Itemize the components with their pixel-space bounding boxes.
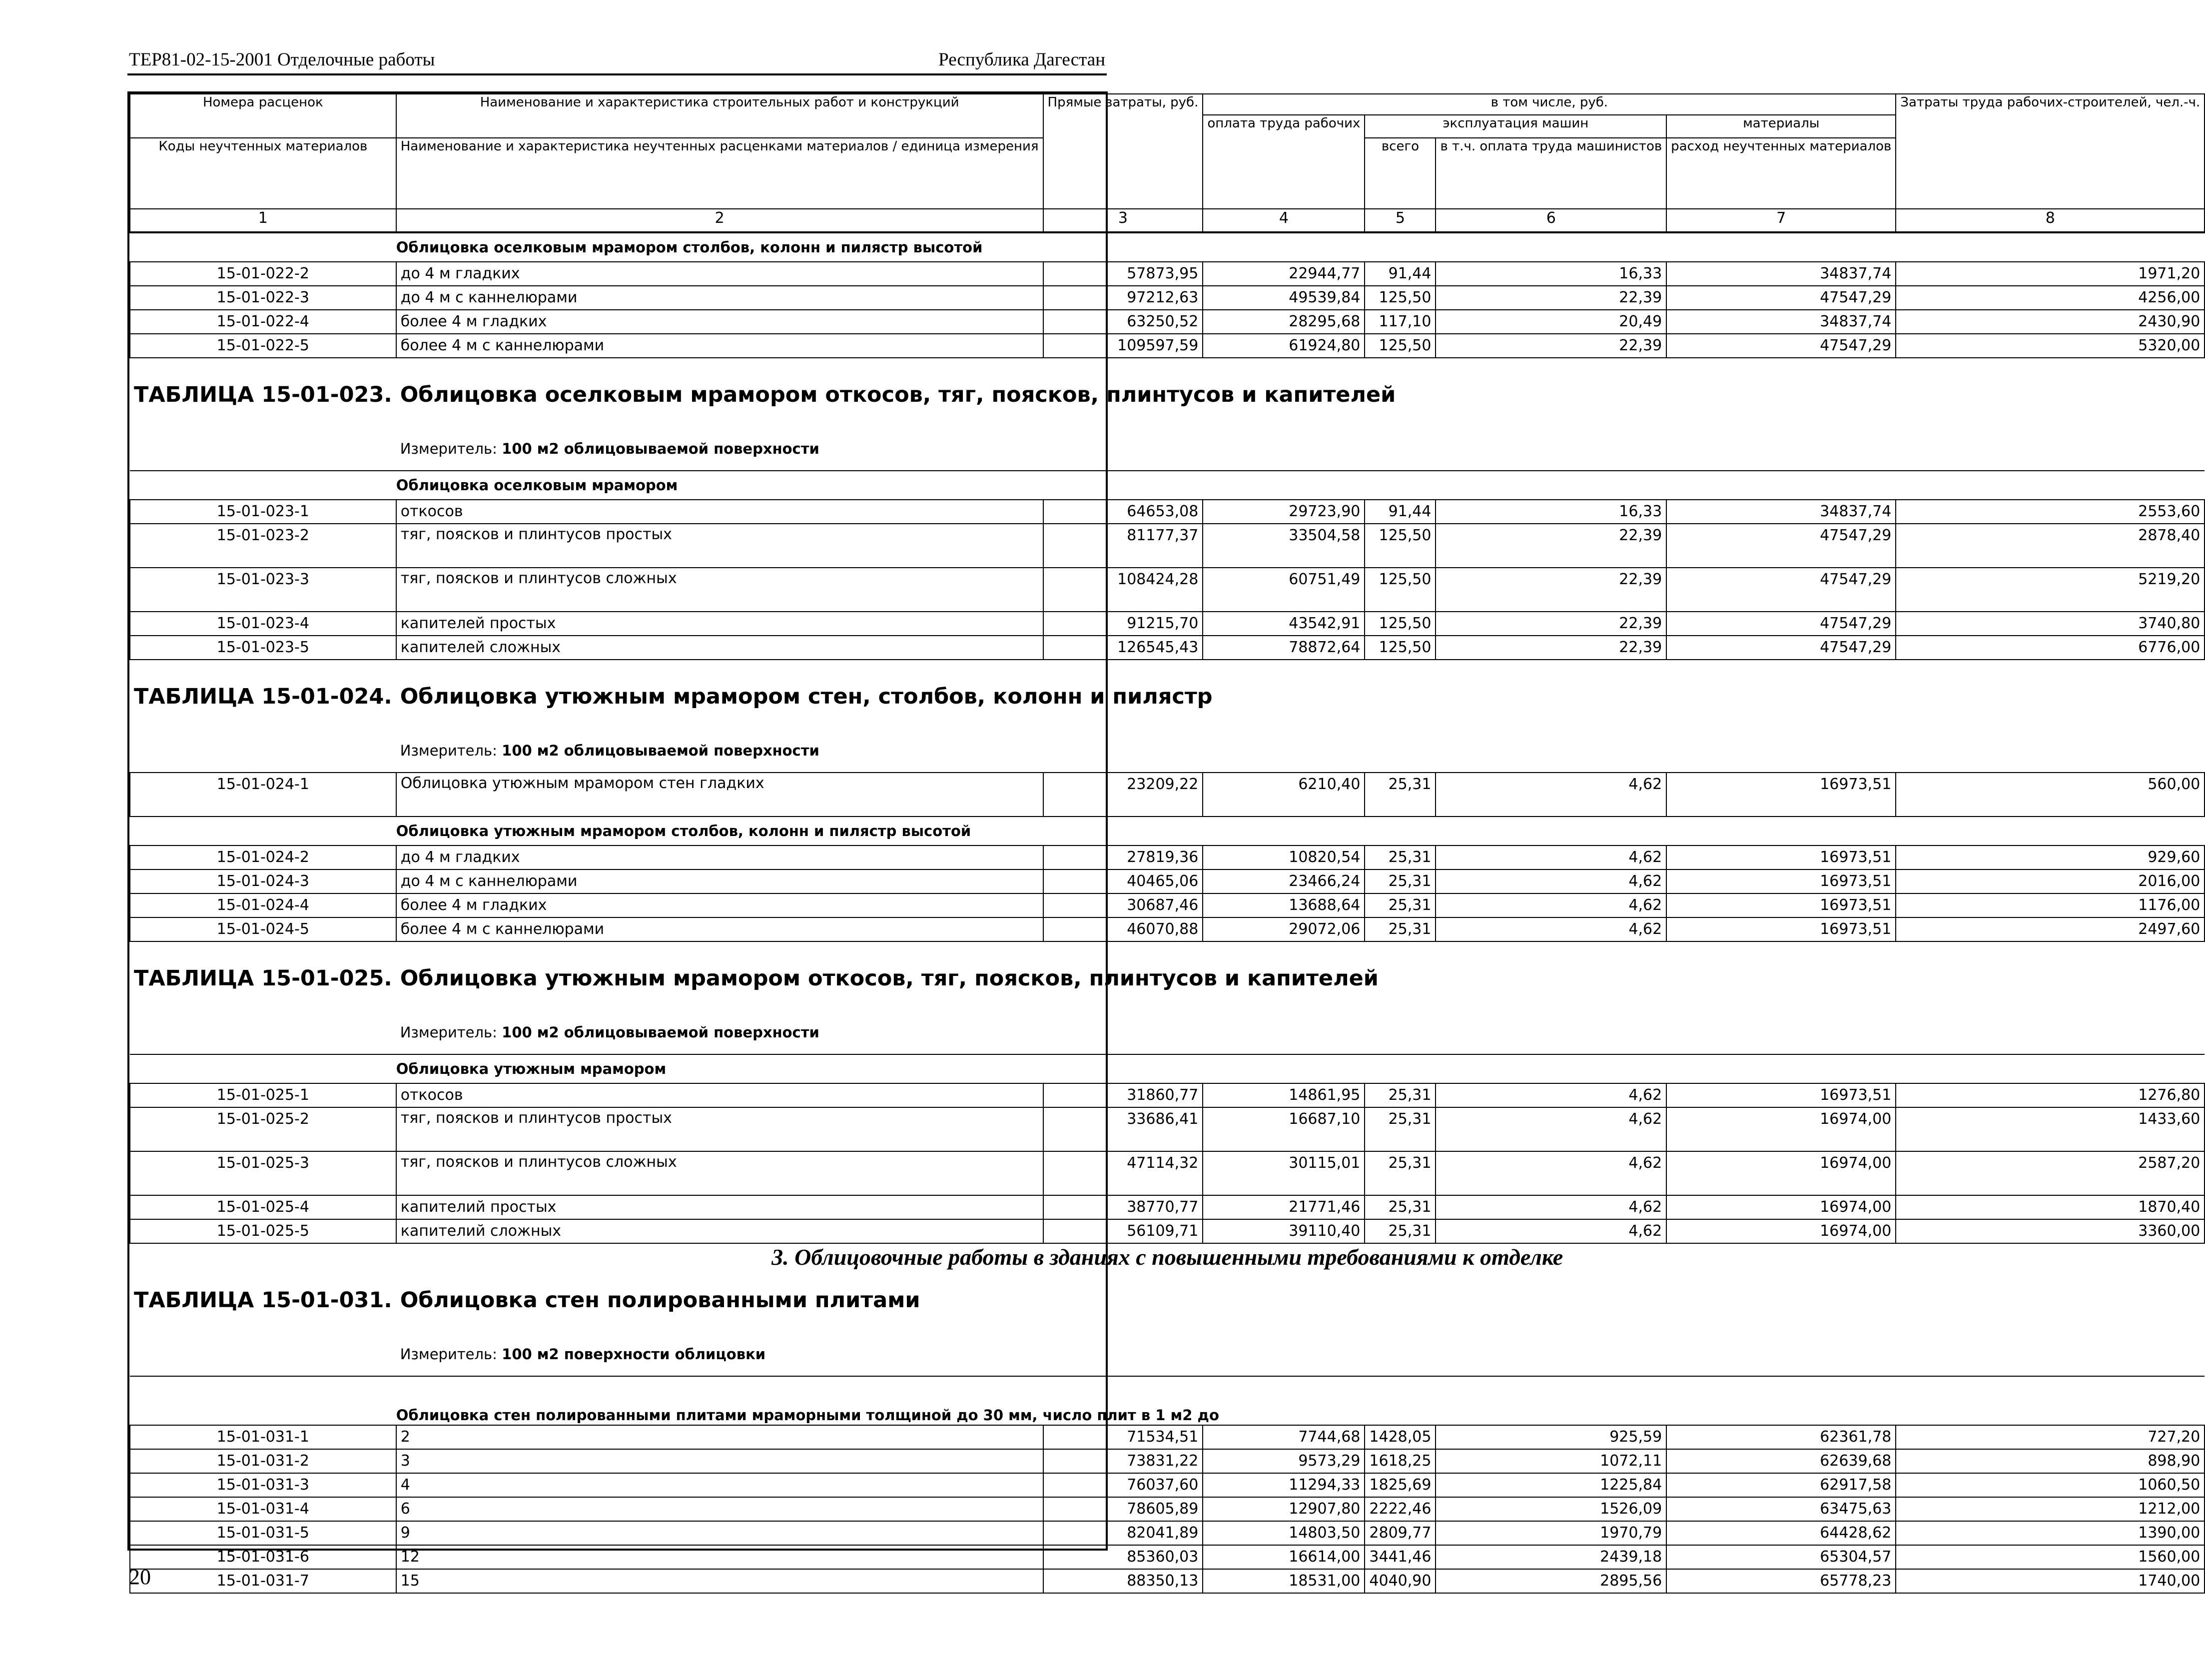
rate-code: 15-01-031-1: [130, 1425, 396, 1449]
rate-code: 15-01-031-6: [130, 1545, 396, 1569]
rate-value: 2809,77: [1365, 1521, 1436, 1545]
rate-value: 929,60: [1896, 845, 2205, 869]
rate-value: 16974,00: [1666, 1195, 1896, 1219]
rate-value: 1971,20: [1896, 262, 2205, 286]
rate-value: 4,62: [1436, 893, 1666, 917]
rate-value: 23466,24: [1203, 869, 1365, 893]
work-description: капителий простых: [396, 1195, 1043, 1219]
table-name: Облицовка оселковым мрамором откосов, тяг, поясков, плинтусов и капителей: [400, 382, 1396, 407]
spacer-row: [130, 358, 2205, 381]
rate-code: 15-01-031-7: [130, 1569, 396, 1593]
rate-value: 16973,51: [1666, 1083, 1896, 1107]
rate-value: 4,62: [1436, 917, 1666, 941]
rate-value: 25,31: [1365, 1219, 1436, 1243]
rate-value: 7744,68: [1203, 1425, 1365, 1449]
rate-value: 2553,60: [1896, 500, 2205, 524]
table-row: [130, 286, 2205, 310]
rate-value: 78872,64: [1203, 636, 1365, 660]
rate-value: 4,62: [1436, 869, 1666, 893]
work-description: до 4 м с каннелюрами: [396, 869, 1043, 893]
rate-value: 23209,22: [1043, 773, 1203, 817]
table-row: [130, 334, 2205, 358]
rate-value: 78605,89: [1043, 1497, 1203, 1521]
rate-value: 47547,29: [1666, 334, 1896, 358]
work-description: 2: [396, 1425, 1043, 1449]
rate-value: 1433,60: [1896, 1107, 2205, 1151]
rate-value: 2497,60: [1896, 917, 2205, 941]
measure-value: 100 м2 облицовываемой поверхности: [502, 742, 819, 759]
table-row: [130, 636, 2205, 660]
measure-unit: [396, 1024, 2205, 1054]
rate-value: 97212,63: [1043, 286, 1203, 310]
spacer-row: [130, 941, 2205, 965]
rate-value: 25,31: [1365, 1195, 1436, 1219]
rate-value: 727,20: [1896, 1425, 2205, 1449]
rate-value: 47547,29: [1666, 636, 1896, 660]
rate-value: 40465,06: [1043, 869, 1203, 893]
rate-value: 65304,57: [1666, 1545, 1896, 1569]
document-title: ТЕР81-02-15-2001 Отделочные работы: [129, 49, 435, 70]
rate-value: 10820,54: [1203, 845, 1365, 869]
rate-value: 22,39: [1436, 636, 1666, 660]
table-title: [130, 965, 2205, 1024]
measure-unit: [396, 1346, 2205, 1376]
table-row: [130, 1473, 2205, 1497]
rate-value: 3441,46: [1365, 1545, 1436, 1569]
rate-value: 21771,46: [1203, 1195, 1365, 1219]
rate-value: 63250,52: [1043, 310, 1203, 334]
col-header-vtch: в т.ч. оплата труда машинистов: [1436, 138, 1666, 209]
work-description: тяг, поясков и плинтусов сложных: [396, 1151, 1043, 1195]
rate-value: 22,39: [1436, 286, 1666, 310]
rate-value: 20,49: [1436, 310, 1666, 334]
rate-value: 898,90: [1896, 1449, 2205, 1473]
rate-value: 1176,00: [1896, 893, 2205, 917]
rate-value: 16974,00: [1666, 1151, 1896, 1195]
work-description: откосов: [396, 1083, 1043, 1107]
measure-label: Измеритель:: [400, 1024, 497, 1041]
rate-value: 25,31: [1365, 1083, 1436, 1107]
rate-code: 15-01-031-4: [130, 1497, 396, 1521]
rate-code: 15-01-031-3: [130, 1473, 396, 1497]
table-title: [130, 381, 2205, 440]
table-name: Облицовка утюжным мрамором откосов, тяг, поясков, плинтусов и капителей: [400, 966, 1379, 991]
rate-code: 15-01-024-2: [130, 845, 396, 869]
table-code: ТАБЛИЦА 15-01-023.: [134, 382, 392, 407]
table-title: [130, 683, 2205, 742]
rate-code: 15-01-031-2: [130, 1449, 396, 1473]
rate-value: 43542,91: [1203, 612, 1365, 636]
rate-value: 14861,95: [1203, 1083, 1365, 1107]
rate-value: 91215,70: [1043, 612, 1203, 636]
rate-code: 15-01-025-1: [130, 1083, 396, 1107]
column-numbers-row: 1 2 3 4 5 6 7 8: [130, 209, 2205, 232]
rate-value: 1560,00: [1896, 1545, 2205, 1569]
measure-unit: [396, 742, 2205, 773]
rate-value: 1870,40: [1896, 1195, 2205, 1219]
col-header-nomera: Номера расценок: [130, 94, 396, 138]
rate-value: 925,59: [1436, 1425, 1666, 1449]
rate-code: 15-01-023-1: [130, 500, 396, 524]
col-header-naim-works: Наименование и характеристика строительных работ и конструкций: [396, 94, 1043, 138]
table-row: [130, 1449, 2205, 1473]
rate-value: 22,39: [1436, 524, 1666, 568]
col-header-pryamye: Прямые затраты, руб.: [1043, 94, 1203, 209]
rate-value: 60751,49: [1203, 568, 1365, 612]
rate-value: 117,10: [1365, 310, 1436, 334]
rate-value: 1970,79: [1436, 1521, 1666, 1545]
table-row: [130, 845, 2205, 869]
rate-value: 16973,51: [1666, 869, 1896, 893]
rate-code: 15-01-023-4: [130, 612, 396, 636]
rate-code: 15-01-022-2: [130, 262, 396, 286]
rate-value: 71534,51: [1043, 1425, 1203, 1449]
work-description: до 4 м с каннелюрами: [396, 286, 1043, 310]
rate-value: 25,31: [1365, 893, 1436, 917]
table-row: [130, 262, 2205, 286]
rate-value: 34837,74: [1666, 500, 1896, 524]
section-label: Облицовка оселковым мрамором столбов, колонн и пилястр высотой: [396, 232, 2205, 262]
rate-value: 91,44: [1365, 262, 1436, 286]
table-row: [130, 893, 2205, 917]
rate-value: 11294,33: [1203, 1473, 1365, 1497]
page-number: 20: [129, 1565, 151, 1589]
rate-value: 16,33: [1436, 500, 1666, 524]
rate-value: 125,50: [1365, 612, 1436, 636]
rate-value: 1072,11: [1436, 1449, 1666, 1473]
rate-value: 125,50: [1365, 524, 1436, 568]
table-code: ТАБЛИЦА 15-01-031.: [134, 1288, 392, 1313]
section-subheader: [130, 232, 2205, 262]
work-description: Облицовка утюжным мрамором стен гладких: [396, 773, 1043, 817]
work-description: более 4 м с каннелюрами: [396, 917, 1043, 941]
rate-value: 2430,90: [1896, 310, 2205, 334]
rate-value: 31860,77: [1043, 1083, 1203, 1107]
rate-value: 125,50: [1365, 334, 1436, 358]
rate-value: 30115,01: [1203, 1151, 1365, 1195]
measure-label: Измеритель:: [400, 742, 497, 759]
rate-value: 560,00: [1896, 773, 2205, 817]
col-header-kody: Коды неучтенных материалов: [130, 138, 396, 209]
rate-value: 57873,95: [1043, 262, 1203, 286]
rate-value: 4040,90: [1365, 1569, 1436, 1593]
rate-value: 47547,29: [1666, 286, 1896, 310]
work-description: до 4 м гладких: [396, 262, 1043, 286]
rate-value: 22,39: [1436, 568, 1666, 612]
measure-value: 100 м2 облицовываемой поверхности: [502, 1024, 819, 1041]
spacer-row: [130, 660, 2205, 683]
rate-value: 22,39: [1436, 334, 1666, 358]
rate-value: 1618,25: [1365, 1449, 1436, 1473]
table-row: [130, 612, 2205, 636]
rate-value: 2895,56: [1436, 1569, 1666, 1593]
rate-value: 2878,40: [1896, 524, 2205, 568]
rate-value: 16973,51: [1666, 845, 1896, 869]
rate-value: 3360,00: [1896, 1219, 2205, 1243]
rate-code: 15-01-024-5: [130, 917, 396, 941]
rates-table-frame: [127, 91, 2201, 1590]
table-row: [130, 1151, 2205, 1195]
rate-code: 15-01-022-3: [130, 286, 396, 310]
rate-value: 64653,08: [1043, 500, 1203, 524]
rates-table: [129, 93, 2205, 1594]
rate-value: 33504,58: [1203, 524, 1365, 568]
rate-value: 30687,46: [1043, 893, 1203, 917]
table-row: [130, 1083, 2205, 1107]
work-description: 4: [396, 1473, 1043, 1497]
rate-value: 38770,77: [1043, 1195, 1203, 1219]
rate-value: 62639,68: [1666, 1449, 1896, 1473]
rate-value: 4,62: [1436, 1107, 1666, 1151]
rate-value: 1825,69: [1365, 1473, 1436, 1497]
rate-code: 15-01-022-5: [130, 334, 396, 358]
work-description: более 4 м гладких: [396, 893, 1043, 917]
section-subheader: [130, 1054, 2205, 1083]
rate-value: 25,31: [1365, 773, 1436, 817]
rate-code: 15-01-025-5: [130, 1219, 396, 1243]
rate-value: 2587,20: [1896, 1151, 2205, 1195]
rate-value: 73831,22: [1043, 1449, 1203, 1473]
measure-value: 100 м2 облицовываемой поверхности: [502, 440, 819, 457]
rate-value: 16614,00: [1203, 1545, 1365, 1569]
rate-value: 125,50: [1365, 636, 1436, 660]
rate-value: 126545,43: [1043, 636, 1203, 660]
work-description: откосов: [396, 500, 1043, 524]
section-subheader: [130, 1376, 2205, 1425]
rate-value: 25,31: [1365, 917, 1436, 941]
measure-unit-row: [130, 1346, 2205, 1376]
rate-value: 27819,36: [1043, 845, 1203, 869]
table-row: [130, 524, 2205, 568]
table-row: [130, 500, 2205, 524]
work-description: до 4 м гладких: [396, 845, 1043, 869]
rate-code: 15-01-023-2: [130, 524, 396, 568]
rate-value: 1225,84: [1436, 1473, 1666, 1497]
table-row: [130, 1425, 2205, 1449]
rate-value: 34837,74: [1666, 262, 1896, 286]
rate-code: 15-01-025-3: [130, 1151, 396, 1195]
rate-value: 65778,23: [1666, 1569, 1896, 1593]
rate-value: 4,62: [1436, 1083, 1666, 1107]
rate-value: 61924,80: [1203, 334, 1365, 358]
col-header-rashod: расход неучтенных материалов: [1666, 138, 1896, 209]
table-row: [130, 1195, 2205, 1219]
table-code: ТАБЛИЦА 15-01-024.: [134, 684, 392, 709]
rate-value: 12907,80: [1203, 1497, 1365, 1521]
rate-value: 3740,80: [1896, 612, 2205, 636]
table-name: Облицовка стен полированными плитами: [400, 1288, 920, 1313]
work-description: 15: [396, 1569, 1043, 1593]
measure-label: Измеритель:: [400, 440, 497, 457]
rate-value: 4,62: [1436, 845, 1666, 869]
rate-value: 16687,10: [1203, 1107, 1365, 1151]
rate-value: 108424,28: [1043, 568, 1203, 612]
work-description: капителий сложных: [396, 1219, 1043, 1243]
rate-value: 2222,46: [1365, 1497, 1436, 1521]
work-description: тяг, поясков и плинтусов сложных: [396, 568, 1043, 612]
table-name: Облицовка утюжным мрамором стен, столбов, колонн и пилястр: [400, 684, 1213, 709]
work-description: 12: [396, 1545, 1043, 1569]
col-header-zatraty: Затраты труда рабочих-строителей, чел.-ч.: [1896, 94, 2205, 209]
rate-value: 4,62: [1436, 1219, 1666, 1243]
rate-value: 56109,71: [1043, 1219, 1203, 1243]
rate-code: 15-01-022-4: [130, 310, 396, 334]
rate-value: 125,50: [1365, 568, 1436, 612]
work-description: тяг, поясков и плинтусов простых: [396, 524, 1043, 568]
rate-value: 6210,40: [1203, 773, 1365, 817]
rate-value: 13688,64: [1203, 893, 1365, 917]
rate-value: 25,31: [1365, 845, 1436, 869]
rate-value: 91,44: [1365, 500, 1436, 524]
table-row: [130, 773, 2205, 817]
rate-value: 47547,29: [1666, 612, 1896, 636]
rate-value: 88350,13: [1043, 1569, 1203, 1593]
rate-value: 47547,29: [1666, 524, 1896, 568]
rate-value: 1526,09: [1436, 1497, 1666, 1521]
col-header-oplata: оплата труда рабочих: [1203, 115, 1365, 209]
col-header-vtom: в том числе, руб.: [1203, 94, 1896, 115]
table-row: [130, 568, 2205, 612]
work-description: тяг, поясков и плинтусов простых: [396, 1107, 1043, 1151]
rate-value: 16974,00: [1666, 1107, 1896, 1151]
section-label: Облицовка оселковым мрамором: [396, 471, 2205, 500]
rate-value: 1212,00: [1896, 1497, 2205, 1521]
work-description: 3: [396, 1449, 1043, 1473]
table-row: [130, 1497, 2205, 1521]
rate-value: 25,31: [1365, 1107, 1436, 1151]
rate-value: 5219,20: [1896, 568, 2205, 612]
table-row: [130, 1545, 2205, 1569]
section-label: Облицовка стен полированными плитами мраморными толщиной до 30 мм, число плит в 1 м2 до: [396, 1376, 2205, 1425]
rate-value: 33686,41: [1043, 1107, 1203, 1151]
measure-unit-row: [130, 742, 2205, 773]
measure-unit-row: [130, 440, 2205, 471]
measure-value: 100 м2 поверхности облицовки: [502, 1346, 766, 1363]
table-row: [130, 1107, 2205, 1151]
work-description: капителей сложных: [396, 636, 1043, 660]
rate-code: 15-01-024-4: [130, 893, 396, 917]
rate-value: 39110,40: [1203, 1219, 1365, 1243]
rate-value: 4,62: [1436, 1151, 1666, 1195]
col-header-ekspl: эксплуатация машин: [1365, 115, 1666, 138]
rate-value: 5320,00: [1896, 334, 2205, 358]
page-header: [127, 47, 1107, 75]
rate-value: 46070,88: [1043, 917, 1203, 941]
measure-unit: [396, 440, 2205, 471]
table-row: [130, 310, 2205, 334]
measure-label: Измеритель:: [400, 1346, 497, 1363]
rate-value: 109597,59: [1043, 334, 1203, 358]
rate-value: 63475,63: [1666, 1497, 1896, 1521]
work-description: более 4 м гладких: [396, 310, 1043, 334]
table-code: ТАБЛИЦА 15-01-025.: [134, 966, 392, 991]
section-subheader: [130, 817, 2205, 845]
chapter-heading-row: [130, 1243, 2205, 1287]
rate-value: 47114,32: [1043, 1151, 1203, 1195]
rate-code: 15-01-025-4: [130, 1195, 396, 1219]
rate-value: 2016,00: [1896, 869, 2205, 893]
rate-value: 16974,00: [1666, 1219, 1896, 1243]
rate-code: 15-01-025-2: [130, 1107, 396, 1151]
section-subheader: [130, 471, 2205, 500]
rate-value: 16,33: [1436, 262, 1666, 286]
measure-unit-row: [130, 1024, 2205, 1054]
rate-value: 62361,78: [1666, 1425, 1896, 1449]
rate-value: 14803,50: [1203, 1521, 1365, 1545]
rate-code: 15-01-024-3: [130, 869, 396, 893]
rate-value: 1060,50: [1896, 1473, 2205, 1497]
rate-value: 6776,00: [1896, 636, 2205, 660]
rate-value: 9573,29: [1203, 1449, 1365, 1473]
rate-value: 25,31: [1365, 1151, 1436, 1195]
rate-value: 29723,90: [1203, 500, 1365, 524]
rate-value: 62917,58: [1666, 1473, 1896, 1497]
rate-value: 34837,74: [1666, 310, 1896, 334]
rate-value: 76037,60: [1043, 1473, 1203, 1497]
rate-value: 81177,37: [1043, 524, 1203, 568]
rate-value: 85360,03: [1043, 1545, 1203, 1569]
work-description: 9: [396, 1521, 1043, 1545]
rate-value: 1390,00: [1896, 1521, 2205, 1545]
rate-value: 4256,00: [1896, 286, 2205, 310]
rate-value: 4,62: [1436, 773, 1666, 817]
rate-value: 22,39: [1436, 612, 1666, 636]
rate-value: 47547,29: [1666, 568, 1896, 612]
work-description: капителей простых: [396, 612, 1043, 636]
rate-value: 4,62: [1436, 1195, 1666, 1219]
col-header-materialy: материалы: [1666, 115, 1896, 138]
rate-value: 29072,06: [1203, 917, 1365, 941]
table-row: [130, 869, 2205, 893]
rate-value: 82041,89: [1043, 1521, 1203, 1545]
rate-code: 15-01-031-5: [130, 1521, 396, 1545]
rate-value: 64428,62: [1666, 1521, 1896, 1545]
rate-value: 2439,18: [1436, 1545, 1666, 1569]
rate-value: 49539,84: [1203, 286, 1365, 310]
rate-value: 16973,51: [1666, 893, 1896, 917]
rate-value: 18531,00: [1203, 1569, 1365, 1593]
section-label: Облицовка утюжным мрамором столбов, колонн и пилястр высотой: [396, 817, 2205, 845]
table-row: [130, 917, 2205, 941]
rate-value: 125,50: [1365, 286, 1436, 310]
rate-value: 1276,80: [1896, 1083, 2205, 1107]
table-title: [130, 1287, 2205, 1346]
col-header-naim-materials: Наименование и характеристика неучтенных расценками материалов / единица измерения: [396, 138, 1043, 209]
region-name: Республика Дагестан: [938, 49, 1105, 70]
table-row: [130, 1521, 2205, 1545]
rate-value: 25,31: [1365, 869, 1436, 893]
rate-code: 15-01-023-5: [130, 636, 396, 660]
rate-code: 15-01-023-3: [130, 568, 396, 612]
work-description: 6: [396, 1497, 1043, 1521]
rate-value: 1740,00: [1896, 1569, 2205, 1593]
section-label: Облицовка утюжным мрамором: [396, 1054, 2205, 1083]
rate-value: 28295,68: [1203, 310, 1365, 334]
table-row: [130, 1219, 2205, 1243]
rate-value: 16973,51: [1666, 773, 1896, 817]
table-row: [130, 1569, 2205, 1593]
rate-code: 15-01-024-1: [130, 773, 396, 817]
work-description: более 4 м с каннелюрами: [396, 334, 1043, 358]
col-header-vsego: всего: [1365, 138, 1436, 209]
rate-value: 16973,51: [1666, 917, 1896, 941]
rate-value: 22944,77: [1203, 262, 1365, 286]
rate-value: 1428,05: [1365, 1425, 1436, 1449]
chapter-heading: 3. Облицовочные работы в зданиях с повышенными требованиями к отделке: [771, 1244, 1563, 1270]
